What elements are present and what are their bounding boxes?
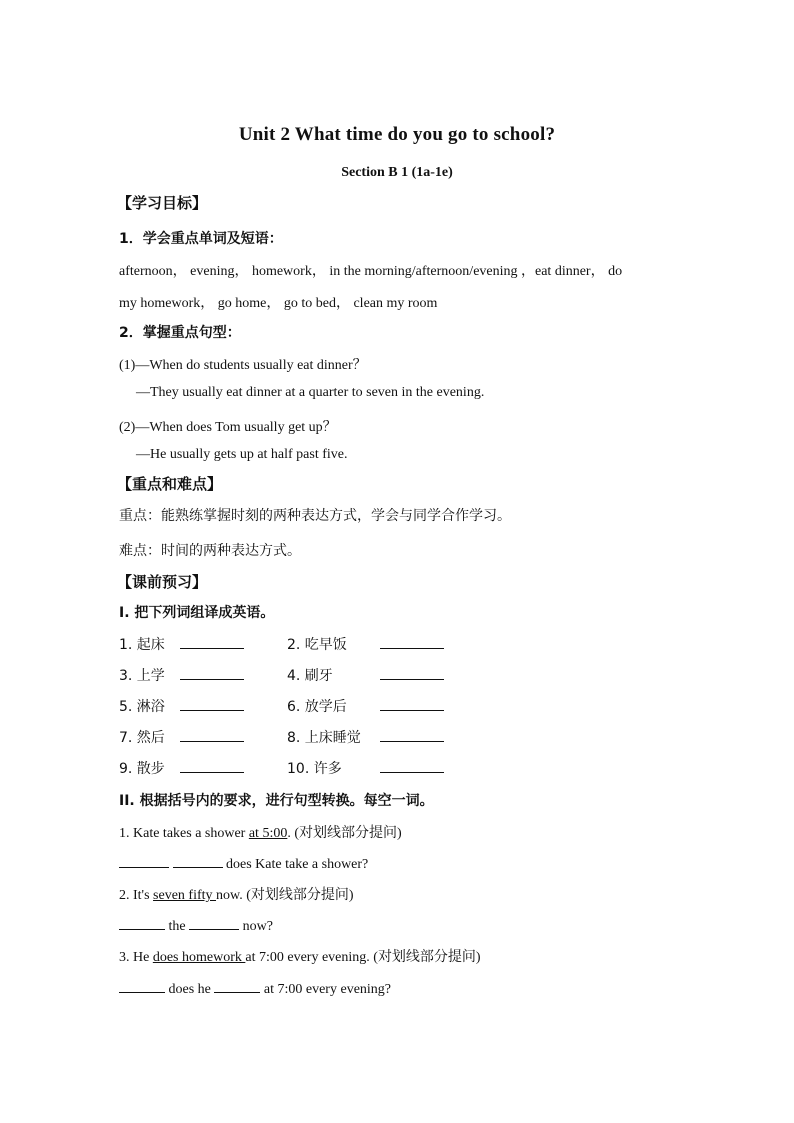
answer-blank[interactable] bbox=[180, 665, 244, 684]
difficult-point-text: 难点：时间的两种表达方式。 bbox=[119, 543, 301, 559]
objective-1-label: 1．学会重点单词及短语： bbox=[119, 231, 283, 247]
vocab-item: 5. 淋浴 bbox=[119, 699, 165, 715]
answer-blank[interactable] bbox=[214, 978, 260, 993]
sentence-1-question: (1)—When do students usually eat dinner？ bbox=[119, 358, 367, 373]
objectives-heading: 【学习目标】 bbox=[117, 194, 208, 212]
answer-blank[interactable] bbox=[180, 696, 244, 715]
vocab-item: 3. 上学 bbox=[119, 668, 165, 684]
preview-heading: 【课前预习】 bbox=[117, 573, 208, 591]
answer-blank[interactable] bbox=[380, 758, 444, 777]
question-3: 3. He does homework at 7:00 every evening. (对划线部分提问) bbox=[119, 950, 481, 965]
question-2: 2. It's seven fifty now. (对划线部分提问) bbox=[119, 888, 354, 903]
underlined-part: seven fifty bbox=[153, 888, 217, 903]
underlined-part: at 5:00 bbox=[248, 826, 288, 841]
part-2-title: II. 根据括号内的要求，进行句型转换。每空一词。 bbox=[119, 793, 434, 809]
vocab-item: 8. 上床睡觉 bbox=[287, 730, 361, 746]
answer-blank[interactable] bbox=[119, 853, 169, 868]
sentence-1-answer: —They usually eat dinner at a quarter to seven in the evening. bbox=[136, 385, 485, 400]
answer-blank[interactable] bbox=[380, 696, 444, 715]
answer-blank[interactable] bbox=[173, 853, 223, 868]
answer-blank[interactable] bbox=[119, 915, 165, 930]
vocab-item: 9. 散步 bbox=[119, 761, 165, 777]
objective-2-label: 2．掌握重点句型： bbox=[119, 325, 241, 341]
part-1-title: I. 把下列词组译成英语。 bbox=[119, 605, 275, 621]
vocab-item: 1. 起床 bbox=[119, 637, 165, 653]
underlined-part: does homework bbox=[152, 950, 246, 965]
vocab-item: 2. 吃早饭 bbox=[287, 637, 347, 653]
question-1: 1. Kate takes a shower at 5:00. (对划线部分提问) bbox=[119, 826, 402, 841]
sentence-2-question: (2)—When does Tom usually get up？ bbox=[119, 420, 337, 435]
words-line-1: afternoon， evening， homework， in the morning/afternoon/evening ，eat dinner， do bbox=[119, 264, 623, 279]
words-line-2: my homework， go home， go to bed， clean my room bbox=[119, 296, 438, 311]
vocab-item: 10. 许多 bbox=[287, 761, 342, 777]
question-2-answer: the now? bbox=[119, 915, 273, 935]
vocab-item: 6. 放学后 bbox=[287, 699, 347, 715]
answer-blank[interactable] bbox=[380, 727, 444, 746]
answer-blank[interactable] bbox=[380, 665, 444, 684]
answer-blank[interactable] bbox=[380, 634, 444, 653]
page-title: Unit 2 What time do you go to school? bbox=[238, 124, 556, 145]
sentence-2-answer: —He usually gets up at half past five. bbox=[136, 447, 348, 462]
answer-blank[interactable] bbox=[119, 978, 165, 993]
question-1-answer: does Kate take a shower? bbox=[119, 853, 368, 873]
answer-blank[interactable] bbox=[180, 727, 244, 746]
question-3-answer: does he at 7:00 every evening? bbox=[119, 978, 391, 998]
answer-blank[interactable] bbox=[189, 915, 239, 930]
answer-blank[interactable] bbox=[180, 634, 244, 653]
answer-blank[interactable] bbox=[180, 758, 244, 777]
key-point-text: 重点：能熟练掌握时刻的两种表达方式，学会与同学合作学习。 bbox=[119, 508, 511, 524]
section-subtitle: Section B 1 (1a-1e) bbox=[341, 165, 453, 180]
vocab-item: 4. 刷牙 bbox=[287, 668, 333, 684]
keypoints-heading: 【重点和难点】 bbox=[117, 475, 223, 493]
vocab-item: 7. 然后 bbox=[119, 730, 165, 746]
